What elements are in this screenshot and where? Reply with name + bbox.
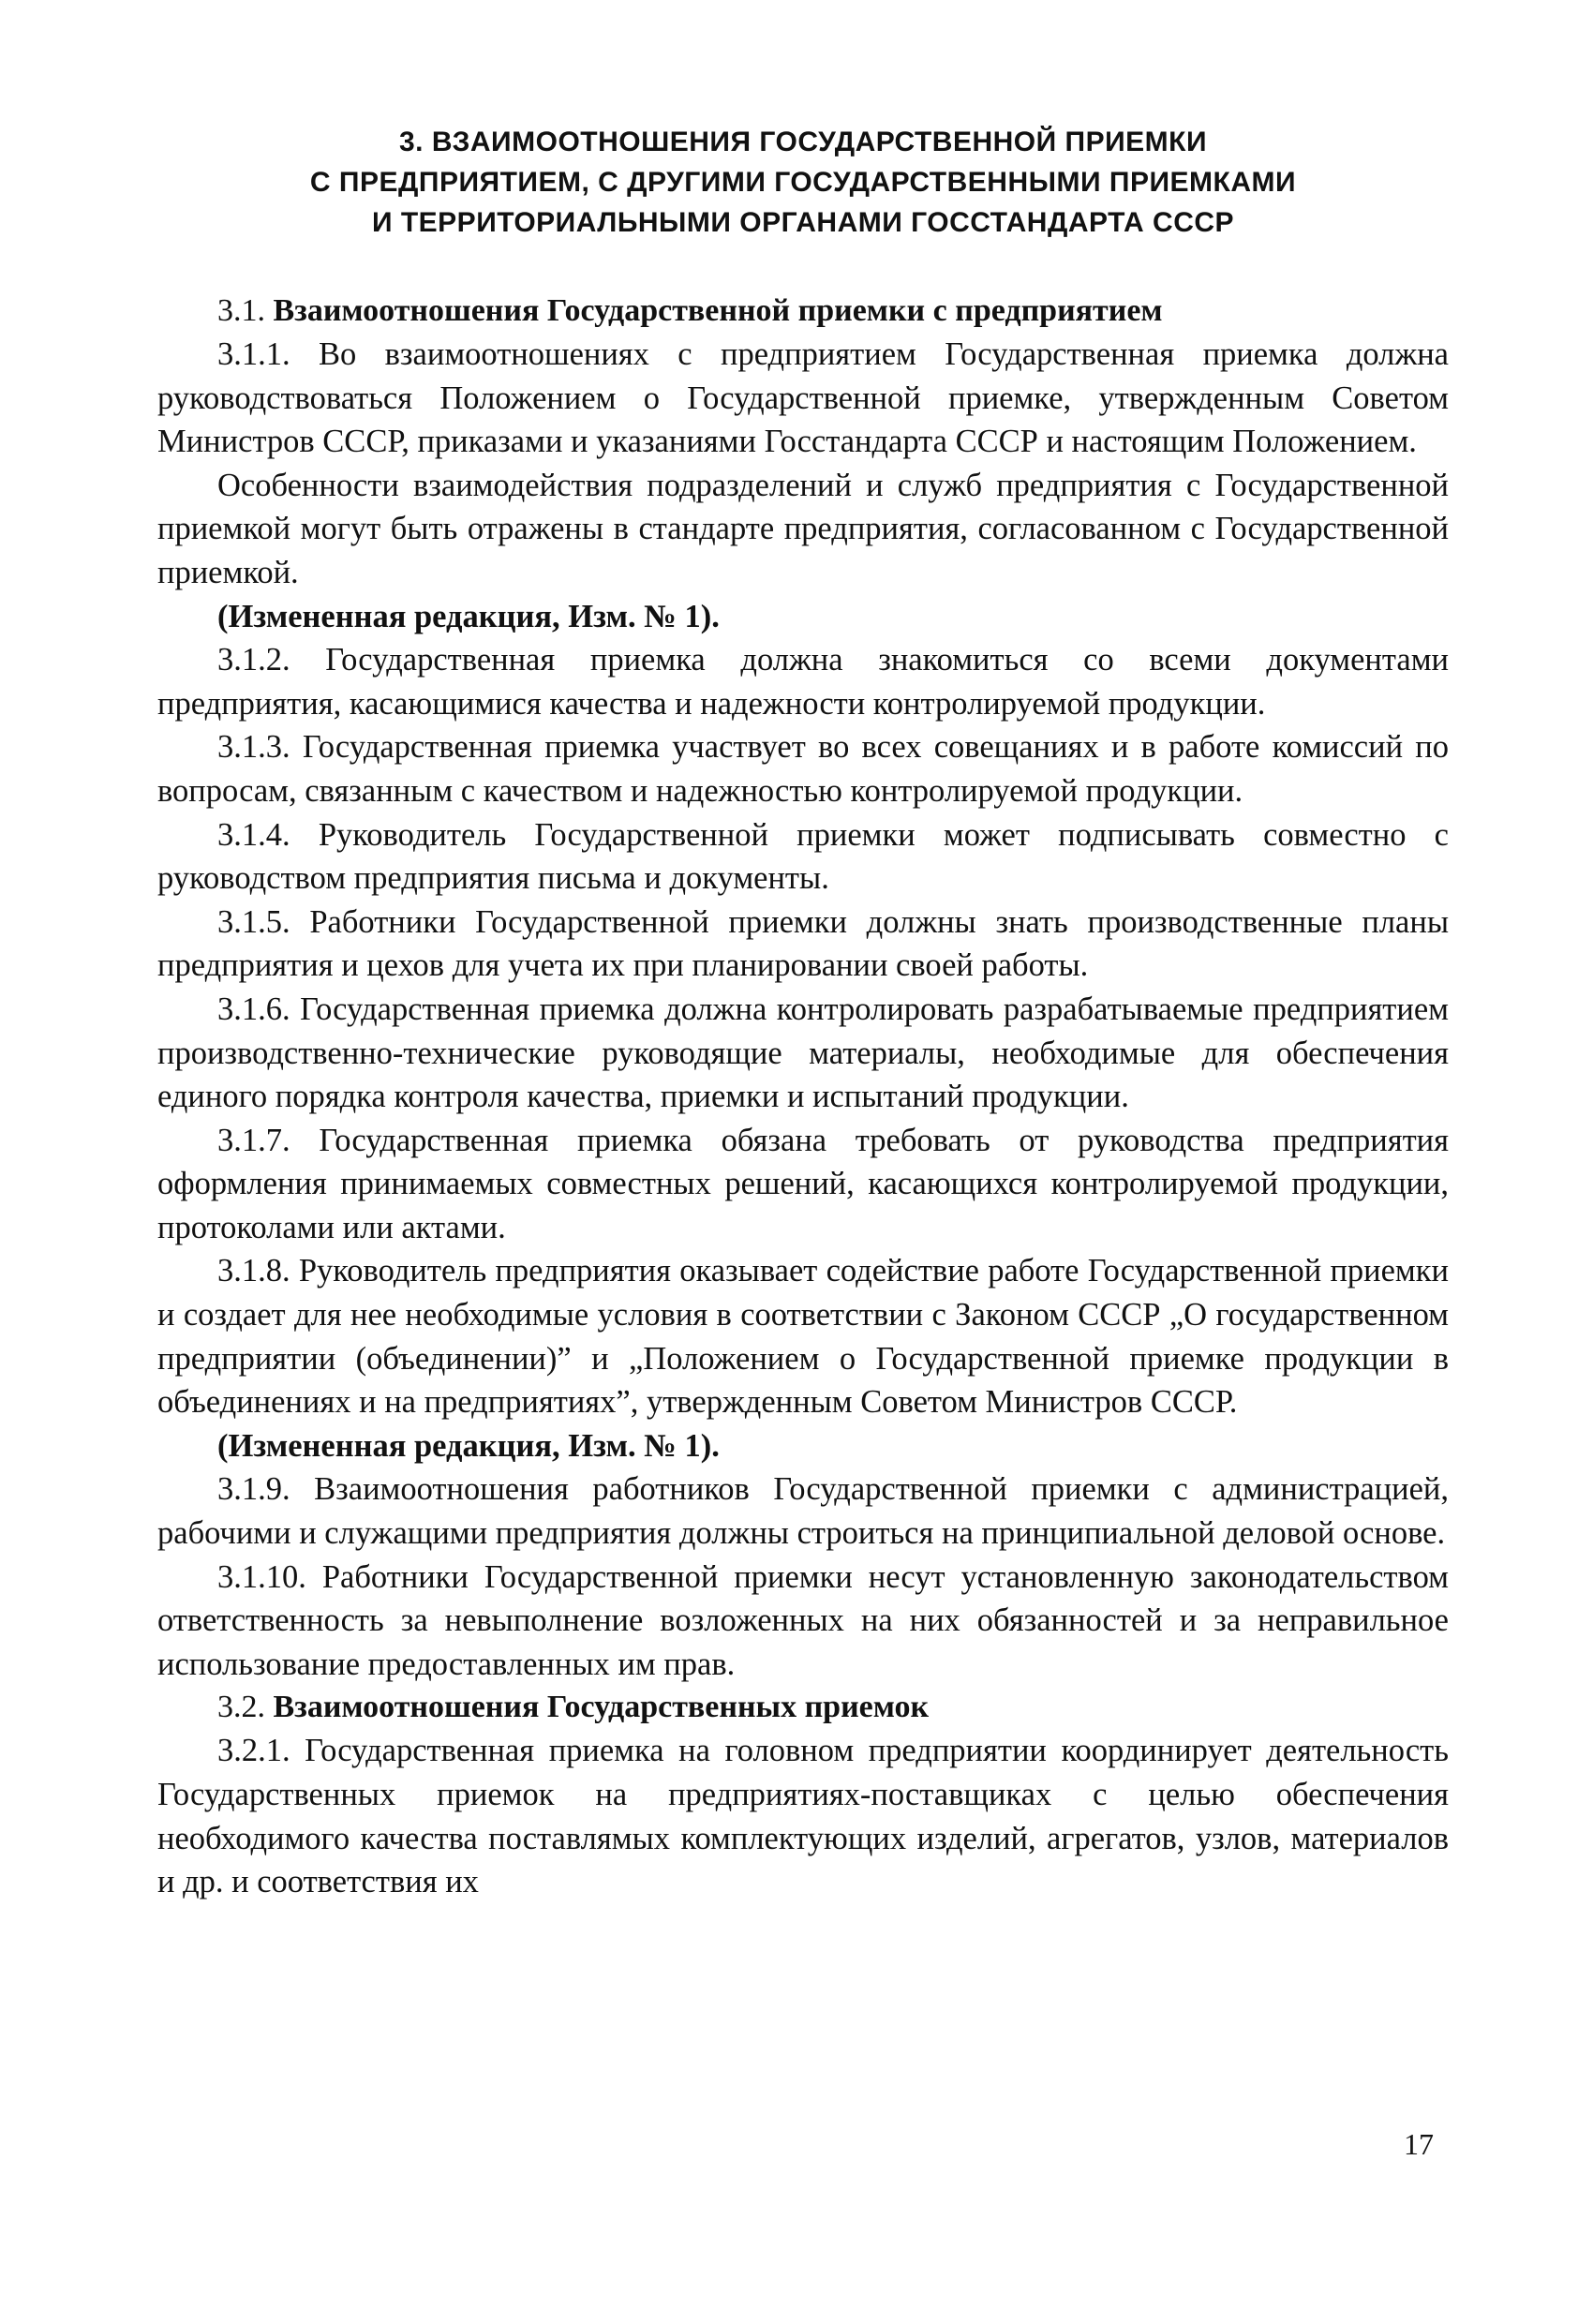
paragraph-3-1-6: 3.1.6. Государственная приемка должна контролировать разрабатываемые предприятием производственно-технические руководящие материалы, необходимые для обеспечения единого порядка контроля качества, приемки и испытаний продукции. xyxy=(157,991,1449,1115)
paragraph-3-1-7: 3.1.7. Государственная приемка обязана требовать от руководства предприятия оформления принимаемых совместных решений, касающихся контролируемой продукции, протоколами или актами. xyxy=(157,1122,1449,1245)
section-3-1-title xyxy=(157,290,1449,333)
chapter-heading-line-1: 3. ВЗАИМООТНОШЕНИЯ ГОСУДАРСТВЕННОЙ ПРИЕМКИ xyxy=(398,127,1208,157)
chapter-heading-line-2: С ПРЕДПРИЯТИЕМ, С ДРУГИМИ ГОСУДАРСТВЕННЫМИ ПРИЕМКАМИ xyxy=(309,167,1297,198)
paragraph-3-2-1: 3.2.1. Государственная приемка на головном предприятии координирует деятельность Государственных приемок на предприятиях-поставщиках с целью обеспечения необходимого качества поставлямых комплектующих изделий, агрегатов, узлов, материалов и др. и соответствия их xyxy=(157,1733,1449,1900)
paragraph-3-1-9: 3.1.9. Взаимоотношения работников Государственной приемки с администрацией, рабочими и служащими предприятия должны строиться на принципиальной деловой основе. xyxy=(157,1471,1449,1552)
paragraph-3-1-1: 3.1.1. Во взаимоотношениях с предприятием Государственная приемка должна руководствоваться Положением о Государственной приемке, утвержденным Советом Министров СССР, приказами и указаниями Госстандарта СССР и настоящим Положением. xyxy=(157,336,1449,460)
document-page xyxy=(157,122,1449,1904)
amendment-note-1: (Измененная редакция, Изм. № 1). xyxy=(217,598,720,634)
section-3-2-title xyxy=(157,1686,1449,1729)
chapter-heading xyxy=(157,122,1449,243)
amendment-note-2: (Измененная редакция, Изм. № 1). xyxy=(217,1427,720,1464)
paragraph-3-1-5: 3.1.5. Работники Государственной приемки должны знать производственные планы предприятия и цехов для учета их при планировании своей работы. xyxy=(157,903,1449,984)
paragraph-3-1-2: 3.1.2. Государственная приемка должна знакомиться со всеми документами предприятия, касающимися качества и надежности контролируемой продукции. xyxy=(157,642,1449,722)
paragraph-3-1-3: 3.1.3. Государственная приемка участвует во всех совещаниях и в работе комиссий по вопросам, связанным с качеством и надежностью контролируемой продукции. xyxy=(157,729,1449,809)
chapter-heading-line-3: И ТЕРРИТОРИАЛЬНЫМИ ОРГАНАМИ ГОССТАНДАРТА СССР xyxy=(371,207,1235,238)
section-3-1-title-text: Взаимоотношения Государственной приемки с предприятием xyxy=(273,293,1163,328)
page-number: 17 xyxy=(1404,2127,1434,2161)
section-3-2-title-text: Взаимоотношения Государственных приемок xyxy=(273,1690,930,1725)
section-3-2-number: 3.2. xyxy=(217,1690,265,1725)
paragraph-3-1-10: 3.1.10. Работники Государственной приемки несут установленную законодательством ответственность за невыполнение возложенных на них обязанностей и за неправильное использование предоставленных им прав. xyxy=(157,1558,1449,1682)
section-3-1-number: 3.1. xyxy=(217,293,265,328)
paragraph-3-1-1-continued: Особенности взаимодействия подразделений и служб предприятия с Государственной приемкой могут быть отражены в стандарте предприятия, согласованном с Государственной приемкой. xyxy=(157,467,1449,590)
paragraph-3-1-8: 3.1.8. Руководитель предприятия оказывает содействие работе Государственной приемки и создает для нее необходимые условия в соответствии с Законом СССР „О государственном предприятии (объединении)” и „Положением о Государственной приемке продукции в объединениях и на предприятиях”, утвержденным Советом Министров СССР. xyxy=(157,1253,1449,1421)
paragraph-3-1-4: 3.1.4. Руководитель Государственной приемки может подписывать совместно с руководством предприятия письма и документы. xyxy=(157,816,1449,897)
